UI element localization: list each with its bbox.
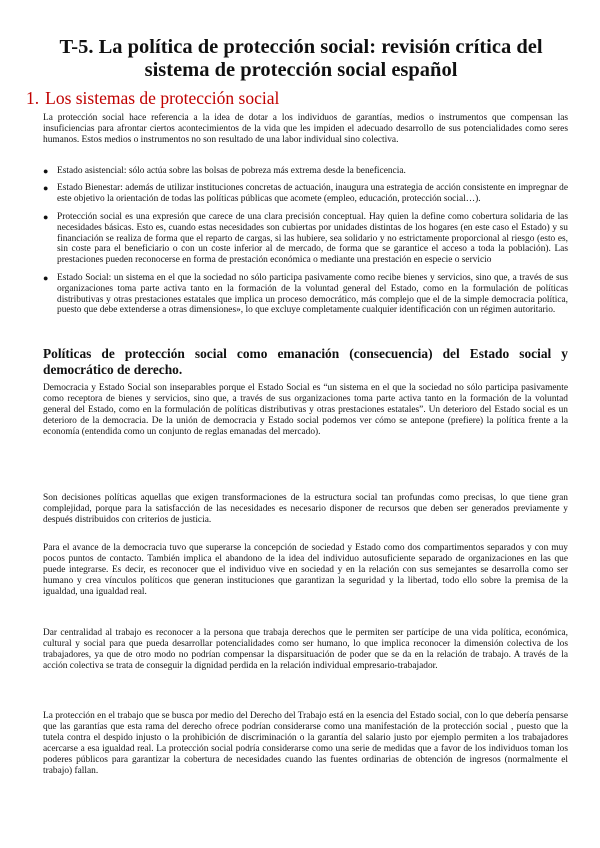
paragraph: Para el avance de la democracia tuvo que superarse la concepción de sociedad y Estado como dos compartimentos separados y con muy pocos puntos de contacto. También implica el abandono de la idea del individuo autosuficiente separado de organizaciones en las que puede integrarse. Es decir, es reconocer que el individuo vive en sociedad y en la relación con sus semejantes se desarrolla como ser humano y crea vínculos políticos que generan instituciones que garantizan la seguridad y la libertad, todo ello sobre la premisa de la igualdad, una igualdad real. — [43, 543, 568, 597]
section-number: 1. — [26, 88, 40, 108]
bullet-icon: ● — [43, 272, 49, 283]
paragraph: Democracia y Estado Social son inseparables porque el Estado Social es “un sistema en el que la sociedad no sólo participa pasivamente como receptora de bienes y servicios, sino que, a través de sus organizaciones toma parte activa tanto en la formación de la voluntad general del Estado, como en la formulación de políticas distributivas y otras prestaciones estatales”. Un deterioro del Estado social es un deterioro de la democracia. De la unión de democracia y Estado social podemos ver cómo se antepone (prefiere) la política frente a la economía (entendida como un conjunto de reglas emanadas del mercado). — [43, 383, 568, 437]
paragraph: Son decisiones políticas aquellas que exigen transformaciones de la estructura social tan profundas como precisas, lo que tiene gran complejidad, porque para la satisfacción de las necesidades es necesario disponer de recursos que deben ser generados previamente y después distribuidos con criterios de justicia. — [43, 493, 568, 525]
bullet-icon: ● — [43, 166, 49, 176]
bullet-list — [43, 166, 568, 323]
section-heading — [26, 88, 279, 108]
subsection-heading: Políticas de protección social como emanación (consecuencia) del Estado social y democrático de derecho. — [43, 346, 568, 377]
bullet-icon: ● — [43, 211, 49, 222]
list-item: ● Protección social es una expresión que carece de una clara precisión conceptual. Hay quien la define como cobertura solidaria de las necesidades básicas. Esto es, cuando estas necesidades son cubiertas por unidades distintas de los hogares (en este caso el Estado) y su financiación se realiza de forma que el reparto de cargas, si las hubiere, sea solidario y no estrictamente proporcional al riesgo (esto es, sin coste para el beneficiario o con un coste inferior al de mercado, de forma que se garantice el acceso a toda la población). Las prestaciones pueden reconocerse en forma de prestación económica o mediante una prestación en especie o servicio — [43, 211, 568, 266]
list-item: ● Estado Social: un sistema en el que la sociedad no sólo participa pasivamente como recibe bienes y servicios, sino que, a través de sus organizaciones toma parte activa tanto en la formación de la voluntad general del Estado, como en la formulación de políticas distributivas y otras prestaciones estatales que implica un proceso democrático, más complejo que el de la simple democracia política, puesto que debe extenderse a otras dimensiones», lo que excluye completamente cualquier identificación con un régimen autoritario. — [43, 272, 568, 316]
paragraph: La protección en el trabajo que se busca por medio del Derecho del Trabajo está en la esencia del Estado social, con lo que debería pensarse que las garantías que esta rama del derecho ofrece podrían considerarse como una manifestación de la protección social , puesto que la tutela contra el despido injusto o la prohibición de discriminación o la garantía del salario justo por ejemplo permiten a los trabajadores acercarse a esa igualdad real. La protección social podría considerarse como una serie de medidas que a favor de los individuos toman los poderes públicos para garantizar la cobertura de necesidades cuando las fuentes ordinarias de obtención de ingresos (normalmente el trabajo) fallan. — [43, 711, 568, 776]
paragraph: Dar centralidad al trabajo es reconocer a la persona que trabaja derechos que le permiten ser partícipe de una vida política, económica, cultural y social para que pueda desarrollar potencialidades como ser humano, lo que implica reconocer la dimensión colectiva de los trabajadores, ya que de otro modo no podrían compensar la disparsituación de poder que se da en la relación de trabajo. A través de la acción colectiva se trata de conseguir la dignidad perdida en la relación individual empresario-trabajador. — [43, 628, 568, 671]
bullet-icon: ● — [43, 183, 49, 194]
intro-paragraph: La protección social hace referencia a la idea de dotar a los individuos de garantías, medios o instrumentos que compensan las insuficiencias para afrontar ciertos acontecimientos de la vida que les impiden el adecuado desarrollo de sus potencialidades como seres humanos. Estos medios o instrumentos no son resultado de una labor individual sino colectiva. — [43, 113, 568, 145]
page-title: T-5. La política de protección social: revisión crítica del sistema de protección social español — [59, 36, 543, 81]
section-title: Los sistemas de protección social — [45, 88, 280, 108]
list-item: ● Estado Bienestar: además de utilizar instituciones concretas de actuación, inaugura una estrategia de acción consistente en impregnar de este objetivo la orientación de todas las políticas públicas que acomete (empleo, educación, protección social…). — [43, 183, 568, 205]
list-item: ● Estado asistencial: sólo actúa sobre las bolsas de pobreza más extrema desde la beneficencia. — [43, 166, 406, 176]
